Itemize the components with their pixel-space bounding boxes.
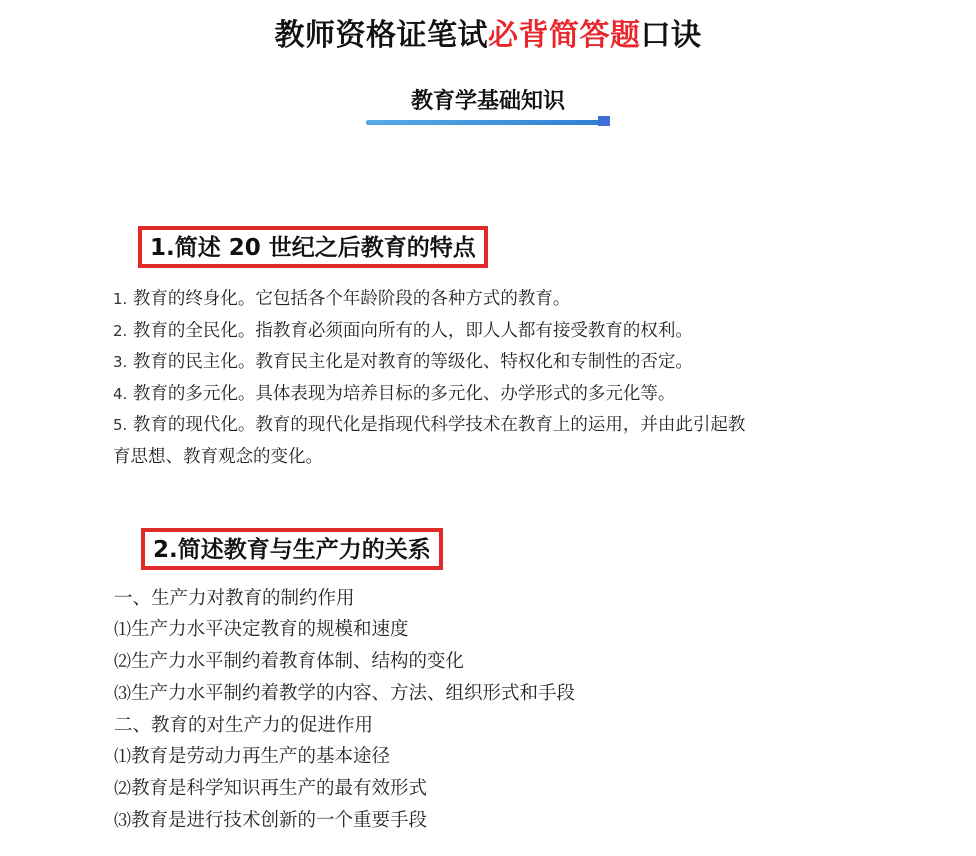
list-item-text: 教育的全民化。指教育必须面向所有的人，即人人都有接受教育的权利。 (132, 320, 693, 341)
list-item-text: 教育的终身化。它包括各个年龄阶段的各种方式的教育。 (132, 289, 571, 309)
list-item-text: 教育是进行技术创新的一个重要手段 (131, 810, 428, 831)
list-item (113, 379, 745, 411)
list-item (114, 805, 575, 837)
list-item-number: 3. (113, 353, 128, 371)
section-2-heading: 2.简述教育与生产力的关系 (141, 528, 443, 570)
list-item (114, 710, 575, 741)
list-item (114, 583, 575, 614)
list-item-marker: ⑶ (114, 811, 131, 831)
subtitle: 教育学基础知识 (410, 89, 565, 114)
list-item-marker: ⑴ (114, 747, 131, 767)
list-item (114, 646, 575, 678)
subtitle-underline-accent (598, 116, 610, 126)
section-1-list (113, 284, 745, 473)
section-2-list (114, 583, 575, 837)
list-item-number: 5. (113, 416, 128, 434)
list-item-marker: ⑶ (114, 684, 131, 704)
list-item-marker: ⑵ (114, 652, 131, 672)
list-item (113, 316, 745, 348)
list-item-marker: ⑴ (114, 620, 131, 640)
list-item-text: 教育的多元化。具体表现为培养目标的多元化、办学形式的多元化等。 (132, 383, 676, 404)
list-item-continuation (113, 442, 745, 474)
list-item (114, 678, 575, 710)
page-title (0, 10, 976, 54)
list-item (113, 284, 745, 316)
list-item-text: 教育的民主化。教育民主化是对教育的等级化、特权化和专制性的否定。 (132, 352, 693, 372)
subtitle-underline (366, 120, 610, 125)
list-item (114, 741, 575, 773)
title-highlight: 必背简答题 (488, 18, 641, 53)
list-item-marker: ⑵ (114, 779, 131, 799)
list-item (114, 614, 575, 646)
list-item-text: 一、生产力对教育的制约作用 (114, 588, 355, 609)
title-text-part2: 口诀 (640, 18, 702, 53)
list-item-number: 4. (113, 384, 128, 403)
list-item (113, 410, 745, 442)
list-item-text: 教育的现代化。教育的现代化是指现代科学技术在教育上的运用，并由此引起教 (132, 415, 746, 435)
list-item-text: 教育是科学知识再生产的最有效形式 (131, 778, 428, 799)
list-item (114, 773, 575, 805)
list-item (113, 347, 745, 379)
section-1-heading: 1.简述 20 世纪之后教育的特点 (138, 226, 488, 268)
list-item-text: 生产力水平制约着教学的内容、方法、组织形式和手段 (131, 683, 576, 704)
list-item-text: 生产力水平制约着教育体制、结构的变化 (131, 651, 465, 672)
title-text-part1: 教师资格证笔试 (274, 18, 488, 53)
list-item-text: 教育是劳动力再生产的基本途径 (131, 746, 391, 767)
list-item-number: 1. (113, 290, 128, 308)
list-item-text: 二、教育的对生产力的促进作用 (114, 715, 374, 736)
list-item-text: 育思想、教育观念的变化。 (113, 446, 323, 467)
list-item-text: 生产力水平决定教育的规模和速度 (131, 619, 409, 640)
list-item-number: 2. (113, 321, 128, 340)
